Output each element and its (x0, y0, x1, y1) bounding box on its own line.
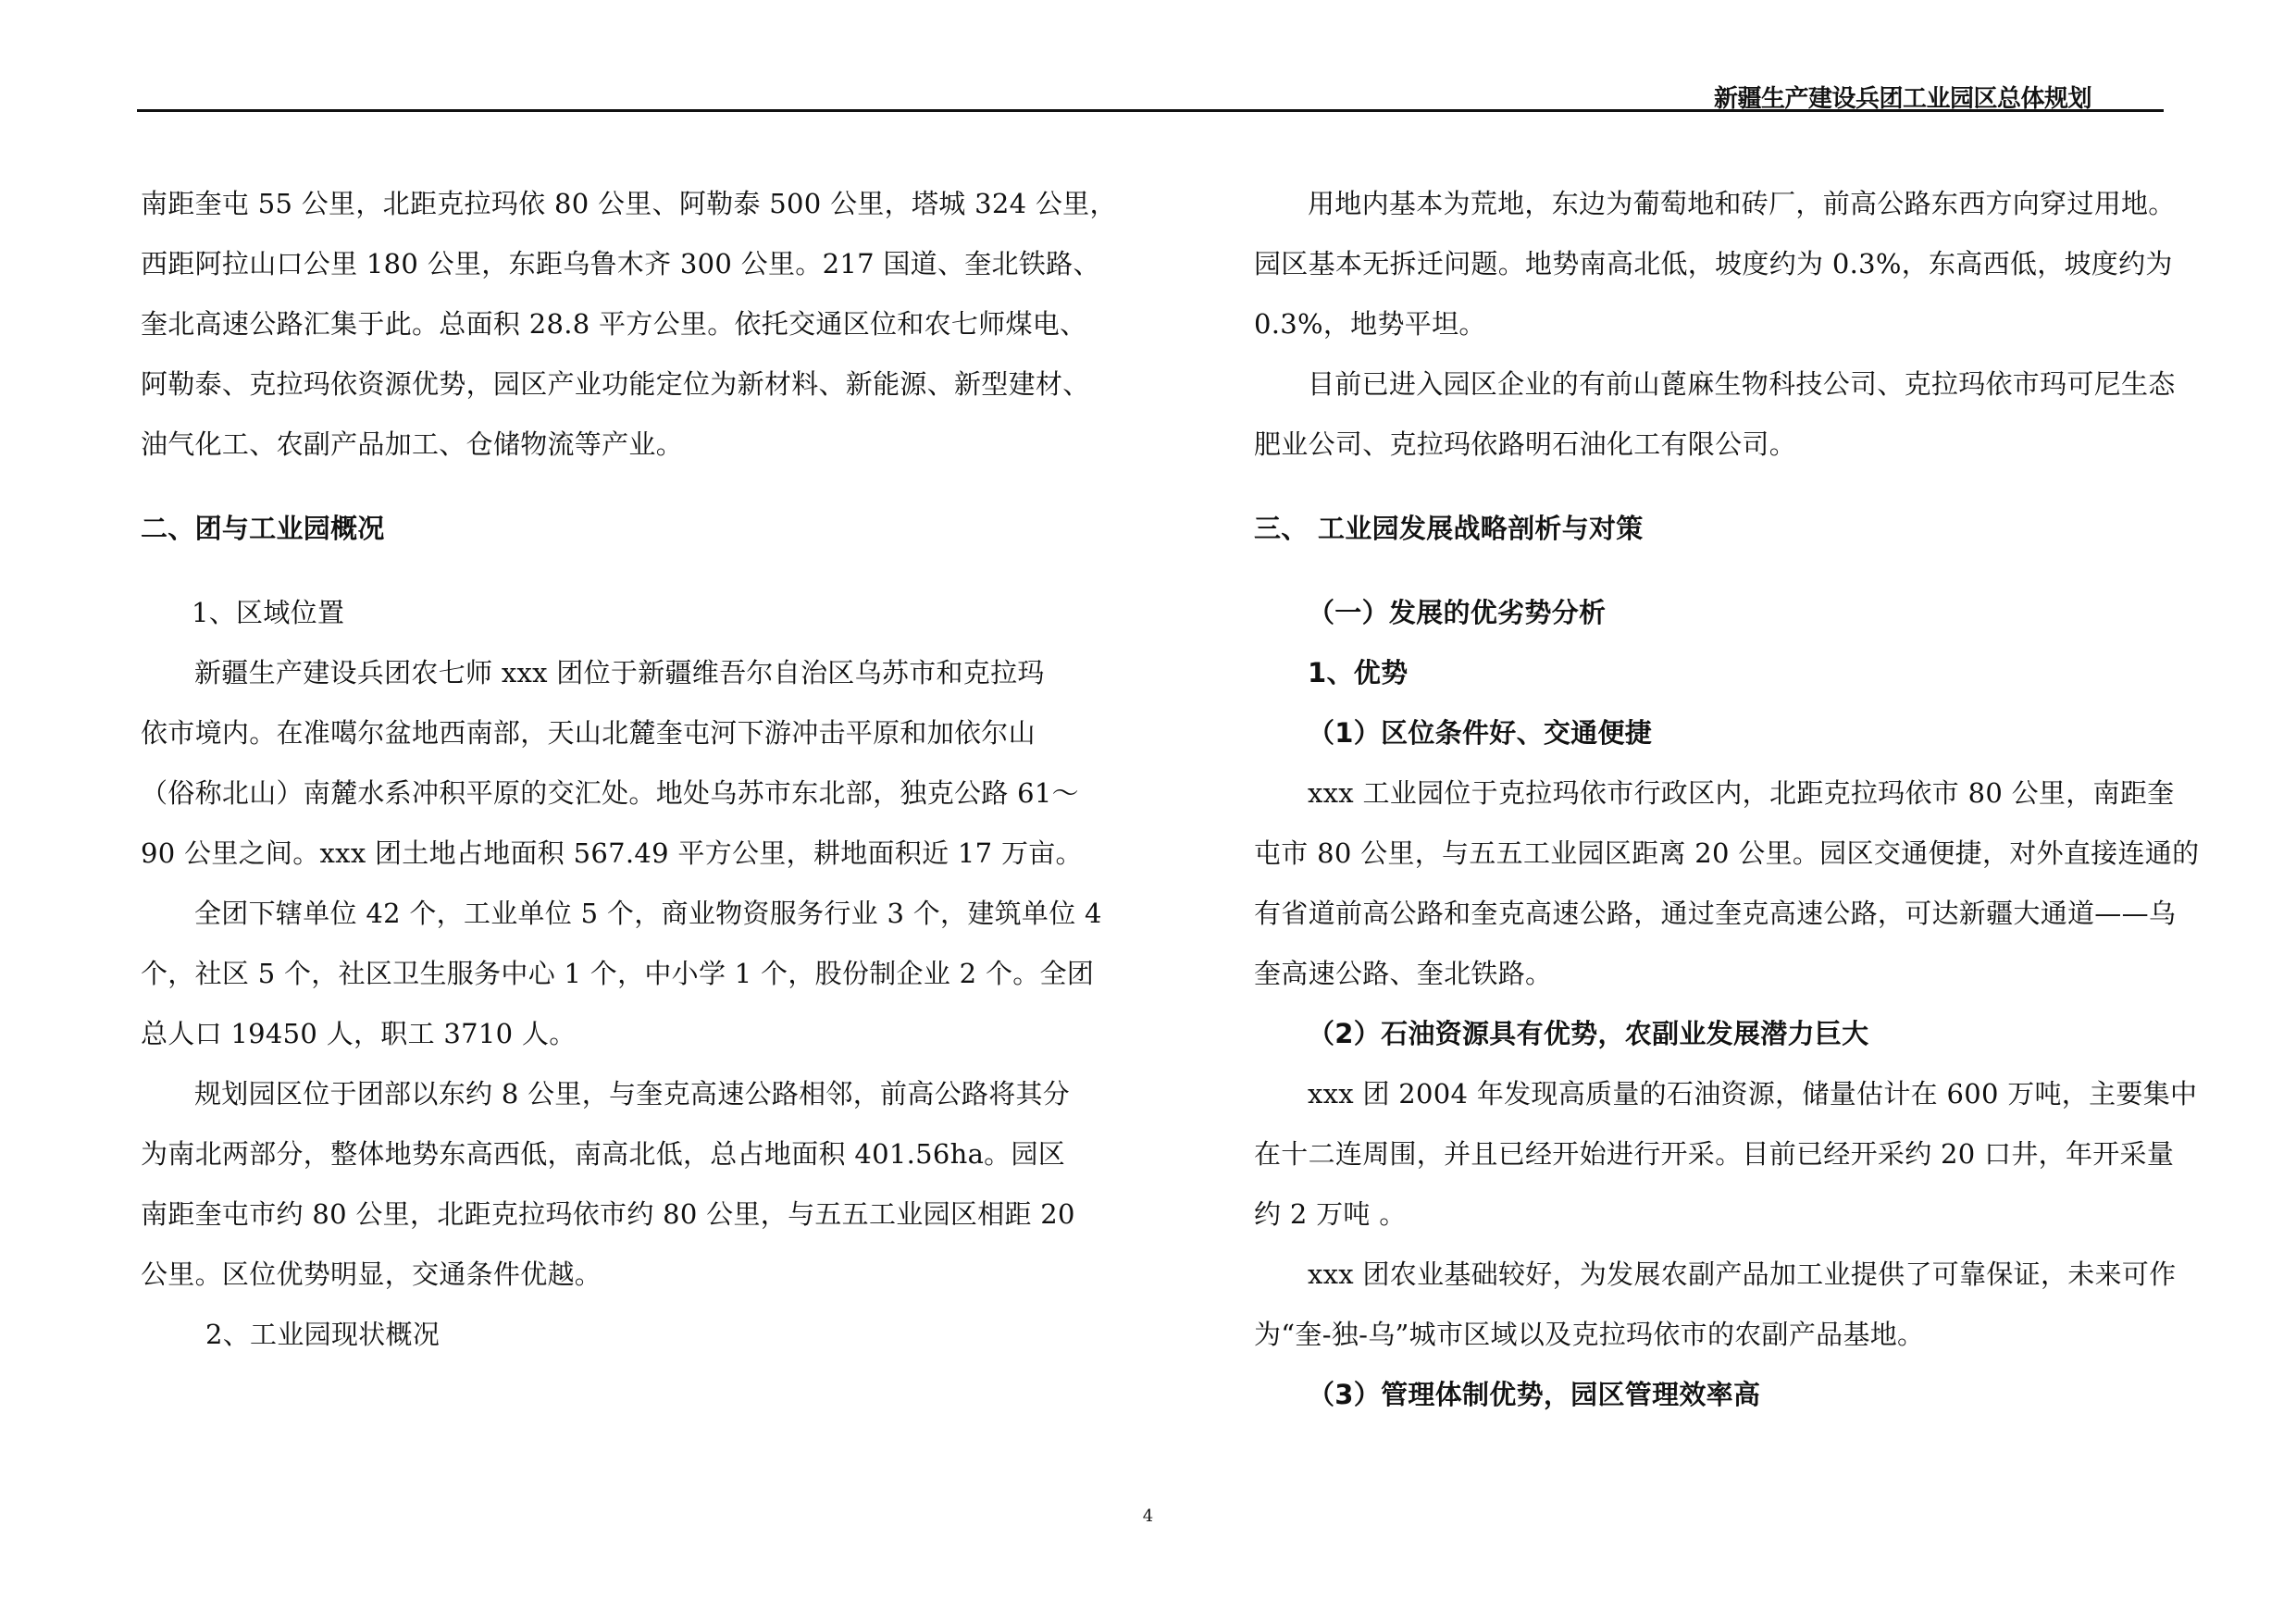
section-heading: （3）管理体制优势，园区管理效率高 (1308, 1379, 1761, 1410)
text-line: 油气化工、农副产品加工、仓储物流等产业。 (141, 428, 684, 460)
text-line: 0.3%，地势平坦。 (1254, 308, 1486, 340)
text-line: 90 公里之间。xxx 团土地占地面积 567.49 平方公里，耕地面积近 17 万亩。 (141, 837, 1083, 869)
text-line: 阿勒泰、克拉玛依资源优势，园区产业功能定位为新材料、新能源、新型建材、 (141, 368, 1090, 400)
text-line: 有省道前高公路和奎克高速公路，通过奎克高速公路，可达新疆大通道——乌 (1254, 898, 2177, 929)
text-line: 2、工业园现状概况 (205, 1319, 441, 1350)
section-heading: （1）区位条件好、交通便捷 (1308, 717, 1653, 749)
text-line: 依市境内。在准噶尔盆地西南部，天山北麓奎屯河下游冲击平原和加依尔山 (141, 717, 1036, 749)
text-line: 南距奎屯 55 公里，北距克拉玛依 80 公里、阿勒泰 500 公里，塔城 324 公里， (141, 188, 1117, 219)
text-line: 南距奎屯市约 80 公里，北距克拉玛依市约 80 公里，与五五工业园区相距 20 (141, 1198, 1075, 1230)
text-line: 为“奎-独-乌”城市区域以及克拉玛依市的农副产品基地。 (1254, 1319, 1925, 1350)
left-column (141, 174, 1117, 1365)
section-heading: （一）发展的优劣势分析 (1308, 597, 1607, 628)
section-heading: （2）石油资源具有优势，农副业发展潜力巨大 (1308, 1018, 1869, 1049)
text-line: 用地内基本为荒地，东边为葡萄地和砖厂，前高公路东西方向穿过用地。 (1308, 188, 2176, 219)
text-line: 全团下辖单位 42 个，工业单位 5 个，商业物资服务行业 3 个，建筑单位 4 (194, 898, 1102, 929)
right-column (1254, 174, 2200, 1425)
section-heading: 三、 工业园发展战略剖析与对策 (1254, 513, 1644, 544)
text-line: 奎北高速公路汇集于此。总面积 28.8 平方公里。依托交通区位和农七师煤电、 (141, 308, 1087, 340)
text-line: xxx 团农业基础较好，为发展农副产品加工业提供了可靠保证，未来可作 (1308, 1258, 2177, 1290)
text-line: xxx 工业园位于克拉玛依市行政区内，北距克拉玛依市 80 公里，南距奎 (1308, 777, 2175, 809)
text-line: 奎高速公路、奎北铁路。 (1254, 958, 1553, 989)
page-number: 4 (1142, 1506, 1154, 1526)
text-line: 约 2 万吨 。 (1254, 1198, 1407, 1230)
text-line: 西距阿拉山口公里 180 公里，东距乌鲁木齐 300 公里。217 国道、奎北铁路、 (141, 248, 1100, 279)
running-header-title: 新疆生产建设兵团工业园区总体规划 (1713, 85, 2091, 113)
text-line: 1、区域位置 (192, 597, 345, 628)
text-line: 目前已进入园区企业的有前山蓖麻生物科技公司、克拉玛依市玛可尼生态 (1308, 368, 2176, 400)
text-line: 规划园区位于团部以东约 8 公里，与奎克高速公路相邻，前高公路将其分 (194, 1078, 1071, 1110)
text-line: 肥业公司、克拉玛依路明石油化工有限公司。 (1254, 428, 1797, 460)
section-heading: 1、优势 (1308, 657, 1409, 688)
text-line: xxx 团 2004 年发现高质量的石油资源，储量估计在 600 万吨，主要集中 (1308, 1078, 2198, 1110)
text-line: 园区基本无拆迁问题。地势南高北低，坡度约为 0.3%，东高西低，坡度约为 (1254, 248, 2173, 279)
text-line: 个，社区 5 个，社区卫生服务中心 1 个，中小学 1 个，股份制企业 2 个。全团 (141, 958, 1095, 989)
text-line: 在十二连周围，并且已经开始进行开采。目前已经开采约 20 口井，年开采量 (1254, 1138, 2175, 1170)
text-line: （俗称北山）南麓水系冲积平原的交汇处。地处乌苏市东北部，独克公路 61～ (141, 777, 1079, 809)
text-line: 为南北两部分，整体地势东高西低，南高北低，总占地面积 401.56ha。园区 (141, 1138, 1066, 1170)
text-line: 新疆生产建设兵团农七师 xxx 团位于新疆维吾尔自治区乌苏市和克拉玛 (194, 657, 1045, 688)
header-rule (137, 109, 2164, 112)
text-line: 屯市 80 公里，与五五工业园区距离 20 公里。园区交通便捷，对外直接连通的 (1254, 837, 2200, 869)
text-line: 公里。区位优势明显，交通条件优越。 (141, 1258, 602, 1290)
section-heading: 二、团与工业园概况 (141, 513, 385, 544)
text-line: 总人口 19450 人，职工 3710 人。 (141, 1018, 577, 1049)
